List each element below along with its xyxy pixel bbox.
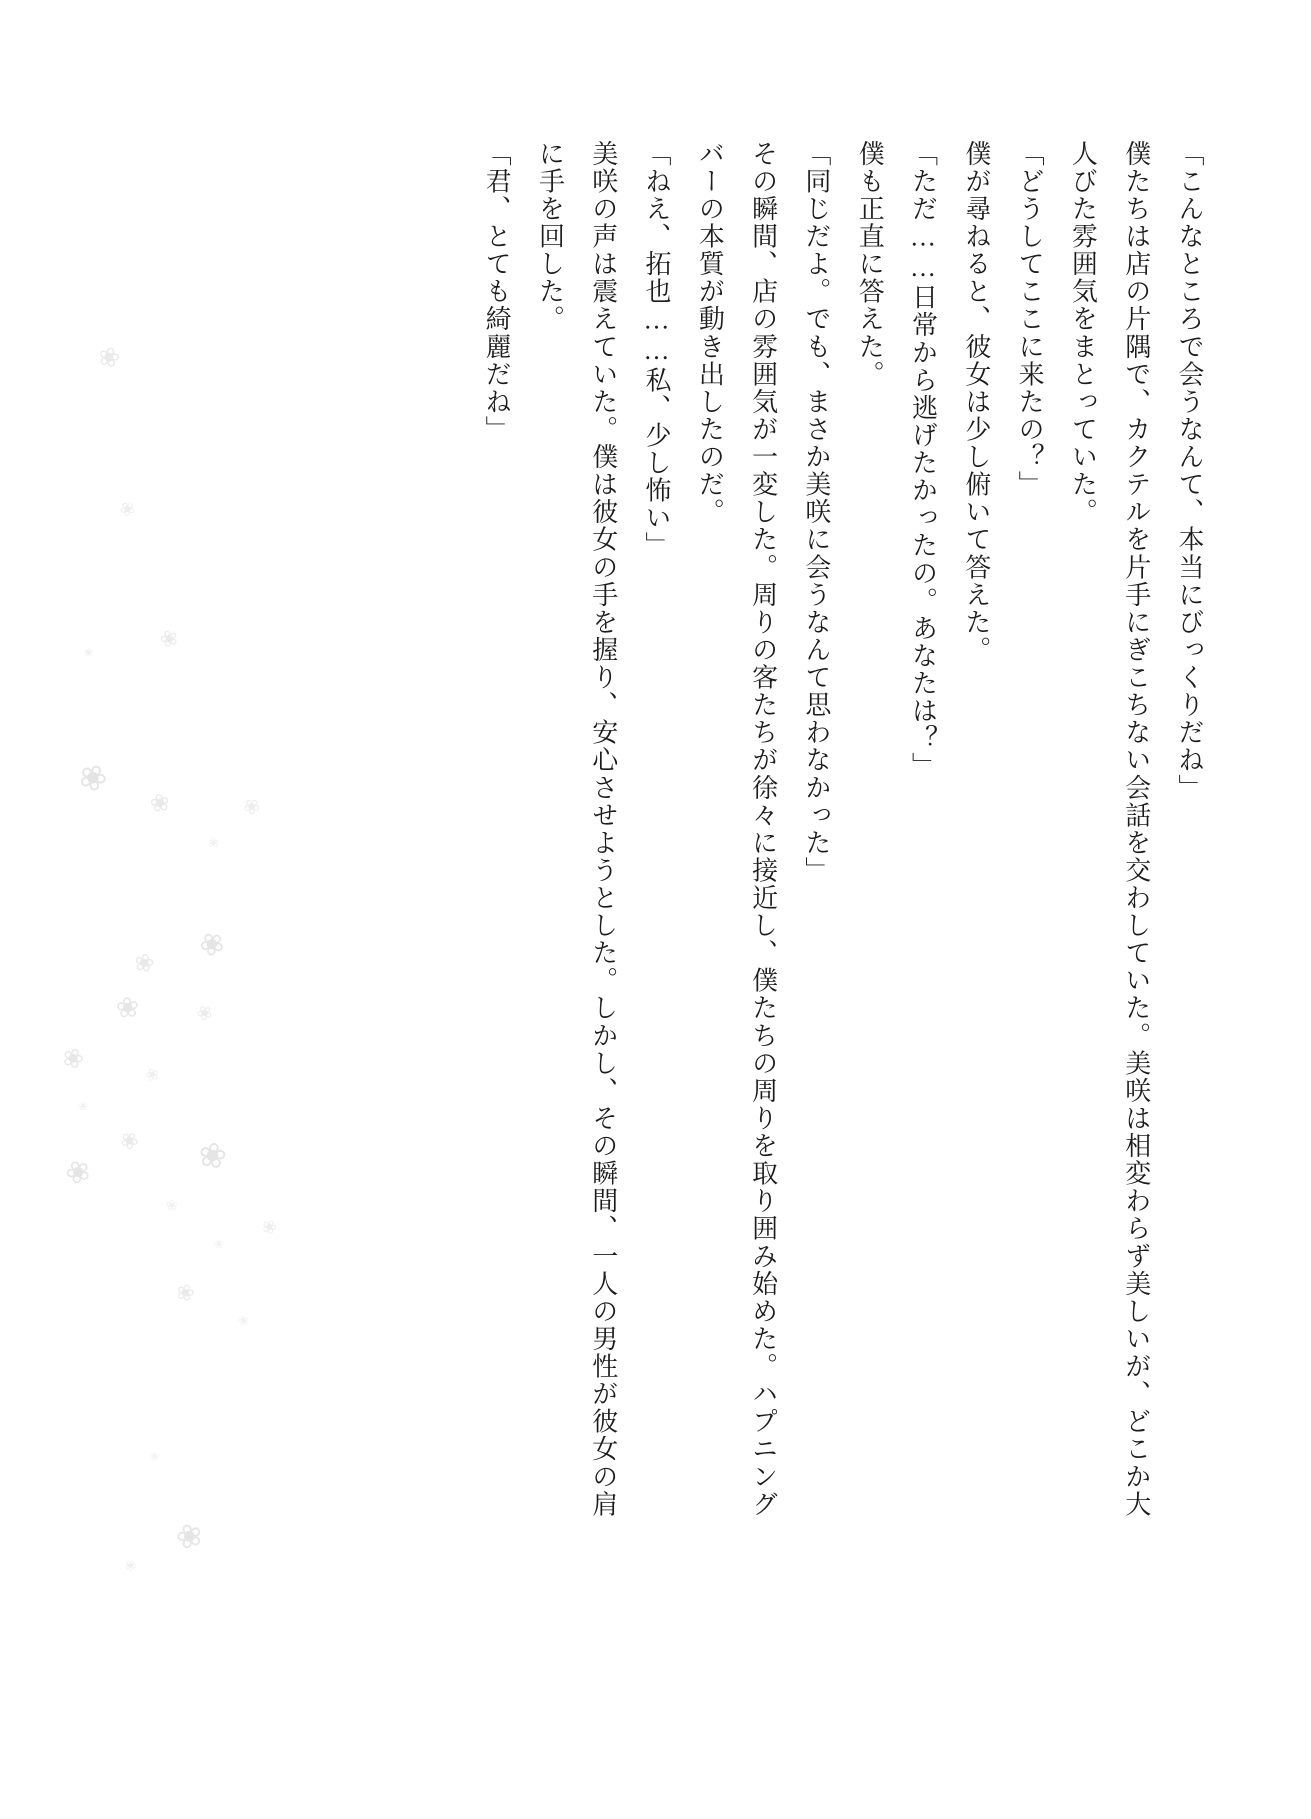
paragraph: 「同じだよ。でも、まさか美咲に会うなんて思わなかった」 <box>801 140 831 885</box>
sakura-petal-icon: ❀ <box>78 1099 89 1113</box>
paragraph: 僕も正直に答えた。 <box>855 140 885 389</box>
sakura-petal-icon: ❀ <box>121 1557 139 1576</box>
sakura-petal-icon: ❀ <box>208 835 219 850</box>
sakura-petal-icon: ❀ <box>94 340 124 375</box>
sakura-petal-icon: ❀ <box>258 1214 281 1240</box>
sakura-petal-icon: ❀ <box>83 646 94 660</box>
sakura-petal-icon: ❀ <box>156 623 182 654</box>
sakura-petal-icon: ❀ <box>57 1041 89 1076</box>
sakura-petal-icon: ❀ <box>114 992 141 1025</box>
sakura-petal-icon: ❀ <box>190 1000 218 1027</box>
sakura-petal-icon: ❀ <box>71 755 114 802</box>
sakura-petal-icon: ❀ <box>195 1135 230 1178</box>
sakura-petal-icon: ❀ <box>143 1065 162 1086</box>
paragraph: 「こんなところで会うなんて、本当にびっくりだね」 <box>1175 140 1204 802</box>
sakura-petal-icon: ❀ <box>147 789 173 819</box>
sakura-petal-icon: ❀ <box>193 923 232 966</box>
paragraph: 「ただ……日常から逃げたかったの。あなたは？」 <box>908 140 938 780</box>
paragraph: 僕が尋ねると、彼女は少し俯いて答えた。 <box>961 140 991 664</box>
vertical-body-text <box>470 140 1216 1540</box>
paragraph: 僕たちは店の片隅で、カクテルを片手にぎこちない会話を交わしていた。美咲は相変わらず美しいが、どこか大人びた雰囲気をまとっていた。 <box>1068 140 1151 1518</box>
paragraph: 「君、とても綺麗だね」 <box>482 140 512 444</box>
sakura-petal-icon: ❀ <box>150 1451 160 1463</box>
paragraph: 「どうしてここに来たの？」 <box>1015 140 1045 499</box>
sakura-petal-icon: ❀ <box>115 1125 144 1157</box>
paragraph: 「ねえ、拓也……私、少し怖い」 <box>642 140 672 560</box>
sakura-petal-icon: ❀ <box>171 1514 208 1558</box>
sakura-petal-icon: ❀ <box>172 1277 199 1308</box>
paragraph: その瞬間、店の雰囲気が一変した。周りの客たちが徐々に接近し、僕たちの周りを取り囲み始めた。ハプニングバーの本質が動き出したのだ。 <box>695 140 778 1518</box>
sakura-petal-icon: ❀ <box>59 1152 97 1193</box>
sakura-petal-icon: ❀ <box>131 949 157 979</box>
sakura-petal-icon: ❀ <box>238 793 265 821</box>
sakura-petal-icon: ❀ <box>115 496 140 522</box>
sakura-petal-icon: ❀ <box>236 1312 251 1329</box>
sakura-petal-icon: ❀ <box>166 1199 178 1214</box>
paragraph: 美咲の声は震えていた。僕は彼女の手を握り、安心させようとした。しかし、その瞬間、一人の男性が彼女の肩に手を回した。 <box>535 140 618 1518</box>
sakura-petal-icon: ❀ <box>213 1236 225 1252</box>
